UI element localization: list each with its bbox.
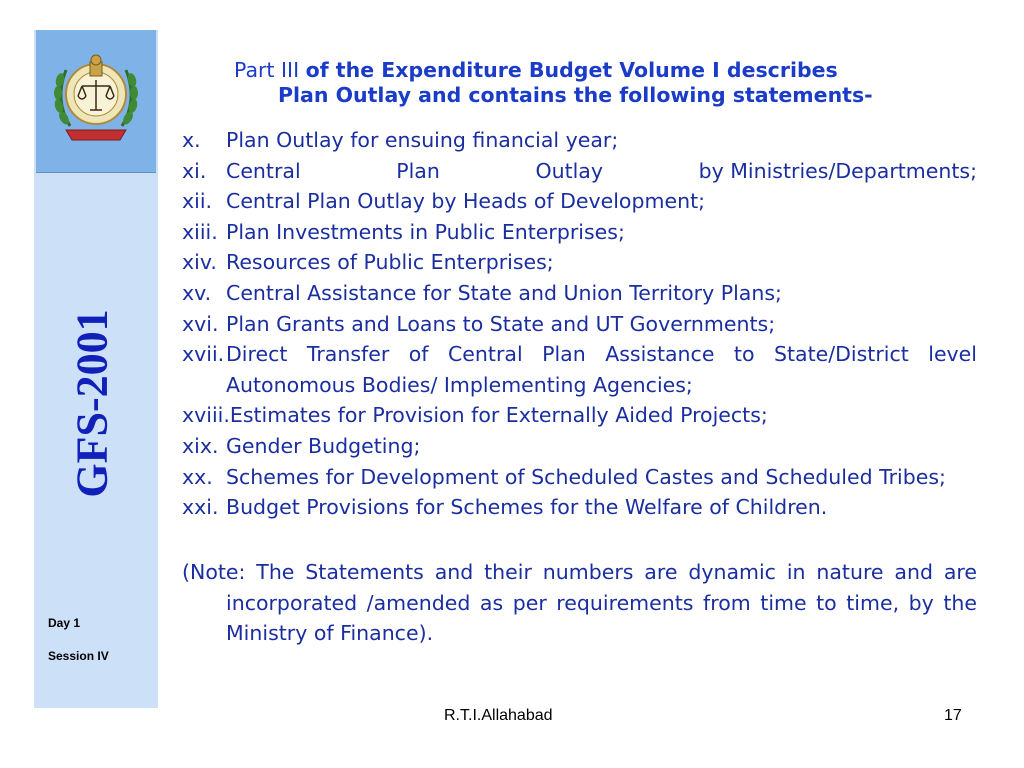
text-word: Central — [226, 158, 301, 183]
list-item — [182, 462, 977, 493]
list-item-number: xiii. — [182, 219, 218, 244]
list-item — [182, 247, 977, 278]
list-item-text: Gender Budgeting; — [226, 433, 421, 458]
footer-organization: R.T.I.Allahabad — [444, 707, 553, 724]
heading-bold-text: of the Expenditure Budget Volume I describes — [305, 58, 838, 82]
list-item-text: Resources of Public Enterprises; — [226, 250, 554, 275]
heading-line-1 — [170, 58, 1010, 83]
sidebar — [34, 30, 158, 708]
list-item-text: Direct Transfer of Central Plan Assistance to State/District level Autonomous Bodies/ Implementing Agencies; — [226, 342, 977, 397]
list-item-number: xx. — [182, 464, 213, 489]
list-item — [182, 339, 977, 400]
list-item — [182, 125, 977, 156]
note-text: (Note: The Statements and their numbers are dynamic in nature and are incorporated /amended as per requirements from time to time, by the Ministry of Finance). — [182, 560, 977, 646]
list-item-number: xiv. — [182, 250, 217, 275]
list-item — [182, 217, 977, 248]
heading-line-2: Plan Outlay and contains the following statements- — [278, 83, 873, 107]
list-item — [182, 492, 977, 523]
sidebar-title: GFS-2001 — [67, 308, 117, 498]
list-item-number: xviii. — [182, 403, 230, 428]
text-word: Plan — [396, 158, 440, 183]
list-item-number: xix. — [182, 433, 219, 458]
list-item — [182, 156, 977, 187]
spread-line — [226, 156, 977, 187]
sidebar-title-wrap — [52, 278, 132, 528]
list-item-number: xvii. — [182, 342, 225, 367]
list-item-number: xii. — [182, 189, 213, 214]
heading-part: Part III — [234, 58, 300, 82]
text-word: by Ministries/Departments; — [698, 158, 977, 183]
list-item — [182, 431, 977, 462]
list-item-number: xvi. — [182, 311, 219, 336]
text-word: Outlay — [535, 158, 603, 183]
session-label: Session IV — [48, 649, 109, 663]
emblem-seal-icon — [36, 30, 156, 172]
list-item-text: Central Assistance for State and Union Territory Plans; — [226, 280, 782, 305]
list-item-text — [226, 156, 977, 187]
list-item-text: Plan Grants and Loans to State and UT Governments; — [226, 311, 776, 336]
list-item — [182, 309, 977, 340]
list-item-text: Plan Outlay for ensuing financial year; — [226, 128, 619, 152]
list-item-text: Plan Investments in Public Enterprises; — [226, 219, 625, 244]
list-item-number: xi. — [182, 158, 207, 183]
list-item — [182, 400, 977, 431]
list-item-number: x. — [182, 128, 201, 152]
page-number: 17 — [944, 707, 962, 724]
list-item-text: Central Plan Outlay by Heads of Development; — [226, 189, 706, 214]
list-item-number: xv. — [182, 280, 212, 305]
statements-list — [182, 125, 977, 523]
day-label: Day 1 — [48, 616, 81, 630]
list-item-text: Budget Provisions for Schemes for the Welfare of Children. — [226, 495, 828, 520]
list-item — [182, 186, 977, 217]
list-item-text: Schemes for Development of Scheduled Castes and Scheduled Tribes; — [226, 464, 946, 489]
list-item-number: xxi. — [182, 495, 219, 520]
logo-panel — [36, 30, 156, 173]
list-item — [182, 278, 977, 309]
list-item-text: Estimates for Provision for Externally Aided Projects; — [229, 403, 768, 428]
slide-heading — [170, 58, 1010, 108]
